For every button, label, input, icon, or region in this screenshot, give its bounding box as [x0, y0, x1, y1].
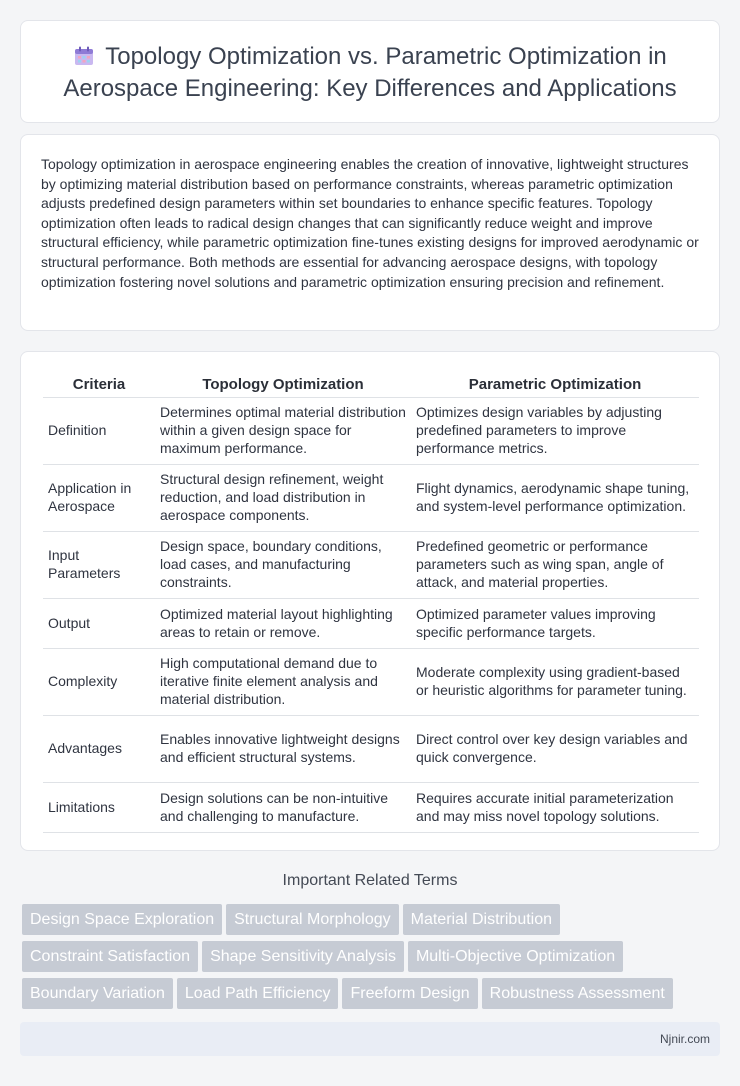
cell-criteria: Application in Aerospace — [43, 465, 155, 532]
header-parametric: Parametric Optimization — [411, 370, 699, 398]
table-header-row — [43, 370, 699, 398]
cell-parametric: Optimizes design variables by adjusting predefined parameters to improve performance metrics. — [411, 398, 699, 465]
related-term-tag[interactable]: Boundary Variation — [22, 978, 173, 1009]
calendar-icon — [73, 45, 95, 67]
page-title — [51, 41, 689, 105]
page-title-text: Topology Optimization vs. Parametric Optimization in Aerospace Engineering: Key Differences and Applications — [63, 43, 677, 102]
header-criteria: Criteria — [43, 370, 155, 398]
cell-criteria: Definition — [43, 398, 155, 465]
cell-parametric: Flight dynamics, aerodynamic shape tuning, and system-level performance optimization. — [411, 465, 699, 532]
cell-parametric: Moderate complexity using gradient-based or heuristic algorithms for parameter tuning. — [411, 649, 699, 716]
cell-parametric: Optimized parameter values improving specific performance targets. — [411, 599, 699, 649]
related-term-tag[interactable]: Design Space Exploration — [22, 904, 222, 935]
cell-topology: Structural design refinement, weight reduction, and load distribution in aerospace components. — [155, 465, 411, 532]
cell-parametric: Direct control over key design variables and quick convergence. — [411, 716, 699, 783]
table-row — [43, 599, 699, 649]
cell-criteria: Input Parameters — [43, 532, 155, 599]
cell-topology: Enables innovative lightweight designs and efficient structural systems. — [155, 716, 411, 783]
related-term-tag[interactable]: Constraint Satisfaction — [22, 941, 198, 972]
related-term-tag[interactable]: Freeform Design — [342, 978, 477, 1009]
cell-topology: Determines optimal material distribution within a given design space for maximum performance. — [155, 398, 411, 465]
header-topology: Topology Optimization — [155, 370, 411, 398]
summary-text: Topology optimization in aerospace engineering enables the creation of innovative, lightweight structures by optimizing material distribution based on performance constraints, whereas parametric optimization adjusts predefined design parameters within set boundaries to enhance specific features. Topology optimization often leads to radical design changes that can significantly reduce weight and improve structural efficiency, while parametric optimization fine-tunes existing designs for improved aerodynamic or structural performance. Both methods are essential for advancing aerospace designs, with topology optimization fostering novel solutions and parametric optimization ensuring precision and refinement. — [41, 156, 699, 290]
table-row — [43, 398, 699, 465]
cell-parametric: Predefined geometric or performance parameters such as wing span, angle of attack, and material properties. — [411, 532, 699, 599]
summary-card — [20, 134, 720, 331]
cell-criteria: Complexity — [43, 649, 155, 716]
cell-criteria: Output — [43, 599, 155, 649]
cell-topology: Optimized material layout highlighting areas to retain or remove. — [155, 599, 411, 649]
related-terms-tags — [22, 904, 722, 1015]
cell-topology: High computational demand due to iterative finite element analysis and material distribution. — [155, 649, 411, 716]
table-row — [43, 532, 699, 599]
cell-criteria: Limitations — [43, 783, 155, 833]
related-term-tag[interactable]: Multi-Objective Optimization — [408, 941, 623, 972]
related-term-tag[interactable]: Material Distribution — [403, 904, 560, 935]
comparison-table-card — [20, 351, 720, 851]
cell-topology: Design solutions can be non-intuitive and challenging to manufacture. — [155, 783, 411, 833]
comparison-table — [43, 370, 699, 833]
footer-site[interactable]: Njnir.com — [659, 1032, 710, 1046]
cell-parametric: Requires accurate initial parameterization and may miss novel topology solutions. — [411, 783, 699, 833]
table-row — [43, 716, 699, 783]
tag-row — [22, 978, 722, 1015]
related-terms-heading: Important Related Terms — [282, 872, 458, 889]
cell-criteria: Advantages — [43, 716, 155, 783]
footer — [20, 1022, 720, 1056]
related-term-tag[interactable]: Robustness Assessment — [482, 978, 673, 1009]
related-term-tag[interactable]: Shape Sensitivity Analysis — [202, 941, 404, 972]
table-row — [43, 465, 699, 532]
title-card — [20, 20, 720, 123]
cell-topology: Design space, boundary conditions, load cases, and manufacturing constraints. — [155, 532, 411, 599]
table-row — [43, 649, 699, 716]
related-term-tag[interactable]: Structural Morphology — [226, 904, 399, 935]
related-term-tag[interactable]: Load Path Efficiency — [177, 978, 339, 1009]
tag-row — [22, 904, 722, 941]
table-row — [43, 783, 699, 833]
tag-row — [22, 941, 722, 978]
